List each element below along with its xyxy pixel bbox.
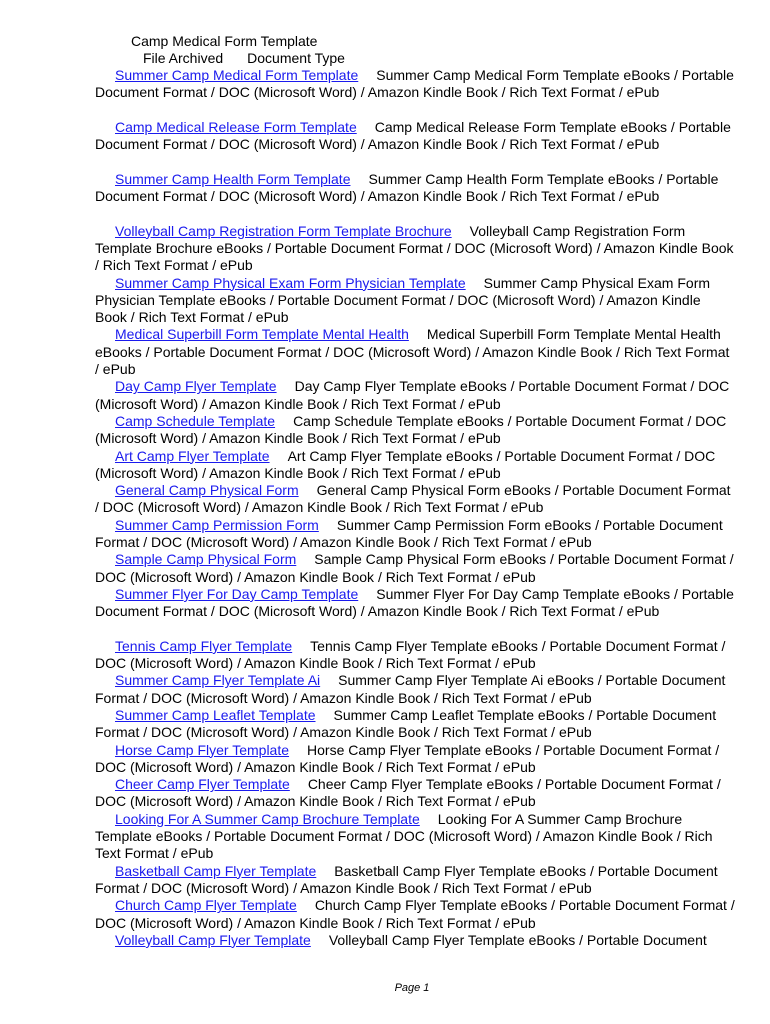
entry-description: Summer Camp Medical Form Template eBooks / Portable Document Format / DOC (Microsoft Word) / Amazon Kindle Book / Rich Text Format / ePub xyxy=(95,67,734,101)
entry-link[interactable]: Looking For A Summer Camp Brochure Template xyxy=(115,810,420,827)
document-type-heading: Document Type xyxy=(247,50,345,66)
list-item xyxy=(95,863,735,898)
entry-description: Summer Flyer For Day Camp Template eBooks / Portable Document Format / DOC (Microsoft Word) / Amazon Kindle Book / Rich Text Format / ePub xyxy=(95,585,734,620)
entry-link[interactable]: Basketball Camp Flyer Template xyxy=(115,862,317,879)
list-item xyxy=(95,482,735,517)
entry-description: Art Camp Flyer Template eBooks / Portable Document Format / DOC (Microsoft Word) / Amazon Kindle Book / Rich Text Format / ePub xyxy=(95,447,716,481)
list-item xyxy=(95,897,735,932)
list-item xyxy=(95,67,735,102)
list-item xyxy=(95,586,735,621)
entry-description: Summer Camp Physical Exam Form Physician Template eBooks / Portable Document Format / DOC (Microsoft Word) / Amazon Kindle Book / Rich Text Format / ePub xyxy=(95,274,711,326)
entry-description: Looking For A Summer Camp Brochure Template eBooks / Portable Document Format / DOC (Microsoft Word) / Amazon Kindle Book / Rich Text Format / ePub xyxy=(95,810,713,862)
entry-link[interactable]: Church Camp Flyer Template xyxy=(115,897,297,914)
list-item xyxy=(95,932,735,949)
entry-link[interactable]: Summer Camp Health Form Template xyxy=(115,170,351,187)
entry-description: Summer Camp Permission Form eBooks / Portable Document Format / DOC (Microsoft Word) / Amazon Kindle Book / Rich Text Format / ePub xyxy=(95,516,723,551)
entry-description: Summer Camp Leaflet Template eBooks / Portable Document Format / DOC (Microsoft Word) / Amazon Kindle Book / Rich Text Format / ePub xyxy=(95,706,717,741)
entry-link[interactable]: Medical Superbill Form Template Mental Health xyxy=(115,326,409,343)
entry-description: Tennis Camp Flyer Template eBooks / Portable Document Format / DOC (Microsoft Word) / Amazon Kindle Book / Rich Text Format / ePub xyxy=(95,637,726,672)
entry-link[interactable]: Volleyball Camp Registration Form Template Brochure xyxy=(115,222,452,239)
entry-link[interactable]: Summer Camp Flyer Template Ai xyxy=(115,672,321,689)
list-item xyxy=(95,707,735,742)
list-item xyxy=(95,448,735,483)
entry-link[interactable]: Day Camp Flyer Template xyxy=(115,378,277,395)
list-item xyxy=(95,326,735,378)
entry-link[interactable]: Summer Camp Leaflet Template xyxy=(115,706,316,723)
document-header xyxy=(131,33,345,67)
list-item xyxy=(95,551,735,586)
list-item xyxy=(95,171,735,206)
entry-link[interactable]: Volleyball Camp Flyer Template xyxy=(115,931,311,948)
entry-link[interactable]: Horse Camp Flyer Template xyxy=(115,741,290,758)
entry-description: Volleyball Camp Flyer Template eBooks / Portable Document xyxy=(328,931,707,948)
entry-description: Church Camp Flyer Template eBooks / Portable Document Format / DOC (Microsoft Word) / Amazon Kindle Book / Rich Text Format / ePub xyxy=(95,897,735,931)
list-item xyxy=(95,413,735,448)
entry-description: Horse Camp Flyer Template eBooks / Portable Document Format / DOC (Microsoft Word) / Amazon Kindle Book / Rich Text Format / ePub xyxy=(95,741,720,775)
entry-description: General Camp Physical Form eBooks / Portable Document Format / DOC (Microsoft Word) / Amazon Kindle Book / Rich Text Format / ePub xyxy=(95,482,731,516)
entry-description: Sample Camp Physical Form eBooks / Portable Document Format / DOC (Microsoft Word) / Amazon Kindle Book / Rich Text Format / ePub xyxy=(95,551,734,585)
entry-description: Basketball Camp Flyer Template eBooks / Portable Document Format / DOC (Microsoft Word) / Amazon Kindle Book / Rich Text Format / ePub xyxy=(95,862,718,896)
list-item xyxy=(95,638,735,673)
list-item xyxy=(95,275,735,327)
list-item xyxy=(95,742,735,777)
list-item xyxy=(95,811,735,863)
column-headings xyxy=(131,50,345,67)
entry-link[interactable]: Camp Schedule Template xyxy=(115,412,276,429)
list-item xyxy=(95,517,735,552)
entry-description: Day Camp Flyer Template eBooks / Portable Document Format / DOC (Microsoft Word) / Amazon Kindle Book / Rich Text Format / ePub xyxy=(95,378,730,412)
list-item xyxy=(95,776,735,811)
entry-link[interactable]: Tennis Camp Flyer Template xyxy=(115,637,293,654)
entry-link[interactable]: Summer Flyer For Day Camp Template xyxy=(115,585,359,602)
entry-description: Medical Superbill Form Template Mental Health eBooks / Portable Document Format / DOC (Microsoft Word) / Amazon Kindle Book / Rich Text Format / ePub xyxy=(95,326,730,378)
page-number: Page 1 xyxy=(394,982,430,994)
entry-description: Volleyball Camp Registration Form Template Brochure eBooks / Portable Document Format / DOC (Microsoft Word) / Amazon Kindle Book / Rich Text Format / ePub xyxy=(95,222,734,274)
list-item xyxy=(95,378,735,413)
entry-link[interactable]: Summer Camp Physical Exam Form Physician Template xyxy=(115,274,466,291)
entry-link[interactable]: Camp Medical Release Form Template xyxy=(115,118,357,135)
entry-description: Cheer Camp Flyer Template eBooks / Portable Document Format / DOC (Microsoft Word) / Amazon Kindle Book / Rich Text Format / ePub xyxy=(95,776,721,810)
entry-link[interactable]: Sample Camp Physical Form xyxy=(115,551,297,568)
list-item xyxy=(95,223,735,275)
entry-description: Summer Camp Flyer Template Ai eBooks / Portable Document Format / DOC (Microsoft Word) / Amazon Kindle Book / Rich Text Format / ePub xyxy=(95,672,726,706)
entry-description: Summer Camp Health Form Template eBooks / Portable Document Format / DOC (Microsoft Word) / Amazon Kindle Book / Rich Text Format / ePub xyxy=(95,170,719,205)
entry-link[interactable]: General Camp Physical Form xyxy=(115,482,299,499)
entry-link[interactable]: Cheer Camp Flyer Template xyxy=(115,776,290,793)
entry-link[interactable]: Summer Camp Permission Form xyxy=(115,516,319,533)
list-item xyxy=(95,672,735,707)
entry-link[interactable]: Summer Camp Medical Form Template xyxy=(115,67,359,83)
list-item xyxy=(95,119,735,154)
entry-list xyxy=(95,67,735,949)
entry-link[interactable]: Art Camp Flyer Template xyxy=(115,447,270,464)
document-title: Camp Medical Form Template xyxy=(131,33,318,49)
file-archived-heading: File Archived xyxy=(143,50,224,66)
entry-description: Camp Medical Release Form Template eBooks / Portable Document Format / DOC (Microsoft Word) / Amazon Kindle Book / Rich Text Format / ePub xyxy=(95,118,731,153)
entry-description: Camp Schedule Template eBooks / Portable Document Format / DOC (Microsoft Word) / Amazon Kindle Book / Rich Text Format / ePub xyxy=(95,412,727,447)
